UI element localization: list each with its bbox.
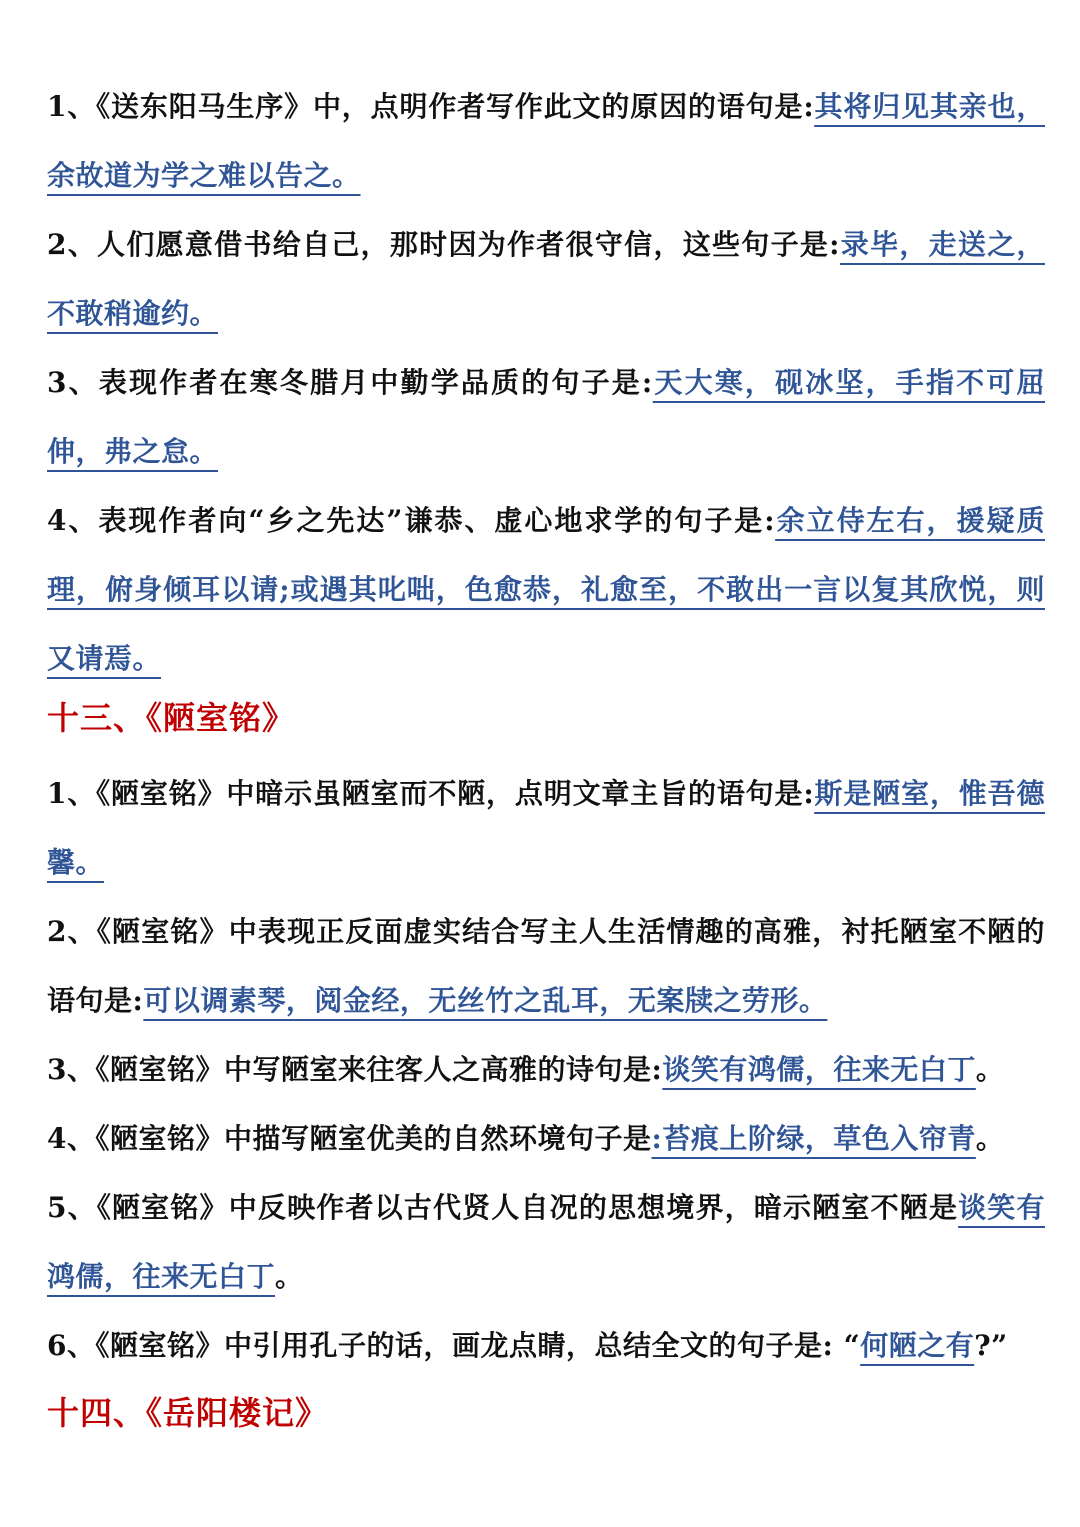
question-text: 2、《陋室铭》中表现正反面虚实结合写主人生活情趣的高雅，衬托陋室不陋的语句是: <box>47 915 1045 1017</box>
question-text: 4、《陋室铭》中描写陋室优美的自然环境句子是 <box>47 1122 652 1155</box>
answer-text: 余立侍左右，援疑质理，俯身倾耳以请;或遇其叱咄，色愈恭，礼愈至，不敢出一言以复其欣悦，则又请焉。 <box>47 504 1045 675</box>
question-item <box>47 1311 1045 1380</box>
question-text: 5、《陋室铭》中反映作者以古代贤人自况的思想境界，暗示陋室不陋是 <box>47 1191 959 1224</box>
trailing-text: 。 <box>975 1122 1005 1155</box>
question-text: 3、《陋室铭》中写陋室来往客人之高雅的诗句是: <box>47 1053 663 1086</box>
trailing-text: ?” <box>974 1329 1008 1362</box>
question-text: 2、人们愿意借书给自己，那时因为作者很守信，这些句子是: <box>47 228 840 261</box>
question-text: 4、表现作者向“乡之先达”谦恭、虚心地求学的句子是: <box>47 504 776 537</box>
question-item <box>47 348 1045 486</box>
section-heading-14: 十四、《岳阳楼记》 <box>47 1394 329 1432</box>
question-item <box>47 486 1045 693</box>
question-text: 1、《送东阳马生序》中，点明作者写作此文的原因的语句是: <box>47 90 815 123</box>
question-item <box>47 210 1045 348</box>
answer-text: 可以调素琴，阅金经，无丝竹之乱耳，无案牍之劳形。 <box>143 984 828 1017</box>
answer-text: 谈笑有鸿儒，往来无白丁 <box>662 1053 976 1086</box>
question-item <box>47 1173 1045 1311</box>
document-page <box>47 72 1045 1446</box>
section-heading-13: 十三、《陋室铭》 <box>47 699 296 737</box>
answer-text: 何陋之有 <box>860 1329 975 1362</box>
answer-text: 谈笑有鸿儒，往来无白丁 <box>47 1191 1045 1293</box>
question-text: 6、《陋室铭》中引用孔子的话，画龙点睛，总结全文的句子是: “ <box>47 1329 861 1362</box>
answer-text: :苔痕上阶绿，草色入帘青 <box>651 1122 976 1155</box>
question-item <box>47 759 1045 897</box>
question-item <box>47 1104 1045 1173</box>
answer-text: 天大寒，砚冰坚，手指不可屈伸，弗之怠。 <box>47 366 1045 468</box>
answer-text: 录毕，走送之，不敢稍逾约。 <box>47 228 1045 330</box>
question-item <box>47 897 1045 1035</box>
question-item <box>47 1035 1045 1104</box>
question-text: 1、《陋室铭》中暗示虽陋室而不陋，点明文章主旨的语句是: <box>47 777 815 810</box>
question-text: 3、表现作者在寒冬腊月中勤学品质的句子是: <box>47 366 653 399</box>
trailing-text: 。 <box>275 1260 304 1293</box>
answer-text: 其将归见其亲也，余故道为学之难以告之。 <box>47 90 1045 192</box>
trailing-text: 。 <box>975 1053 1005 1086</box>
question-item <box>47 72 1045 210</box>
answer-text: 斯是陋室，惟吾德馨。 <box>47 777 1045 879</box>
